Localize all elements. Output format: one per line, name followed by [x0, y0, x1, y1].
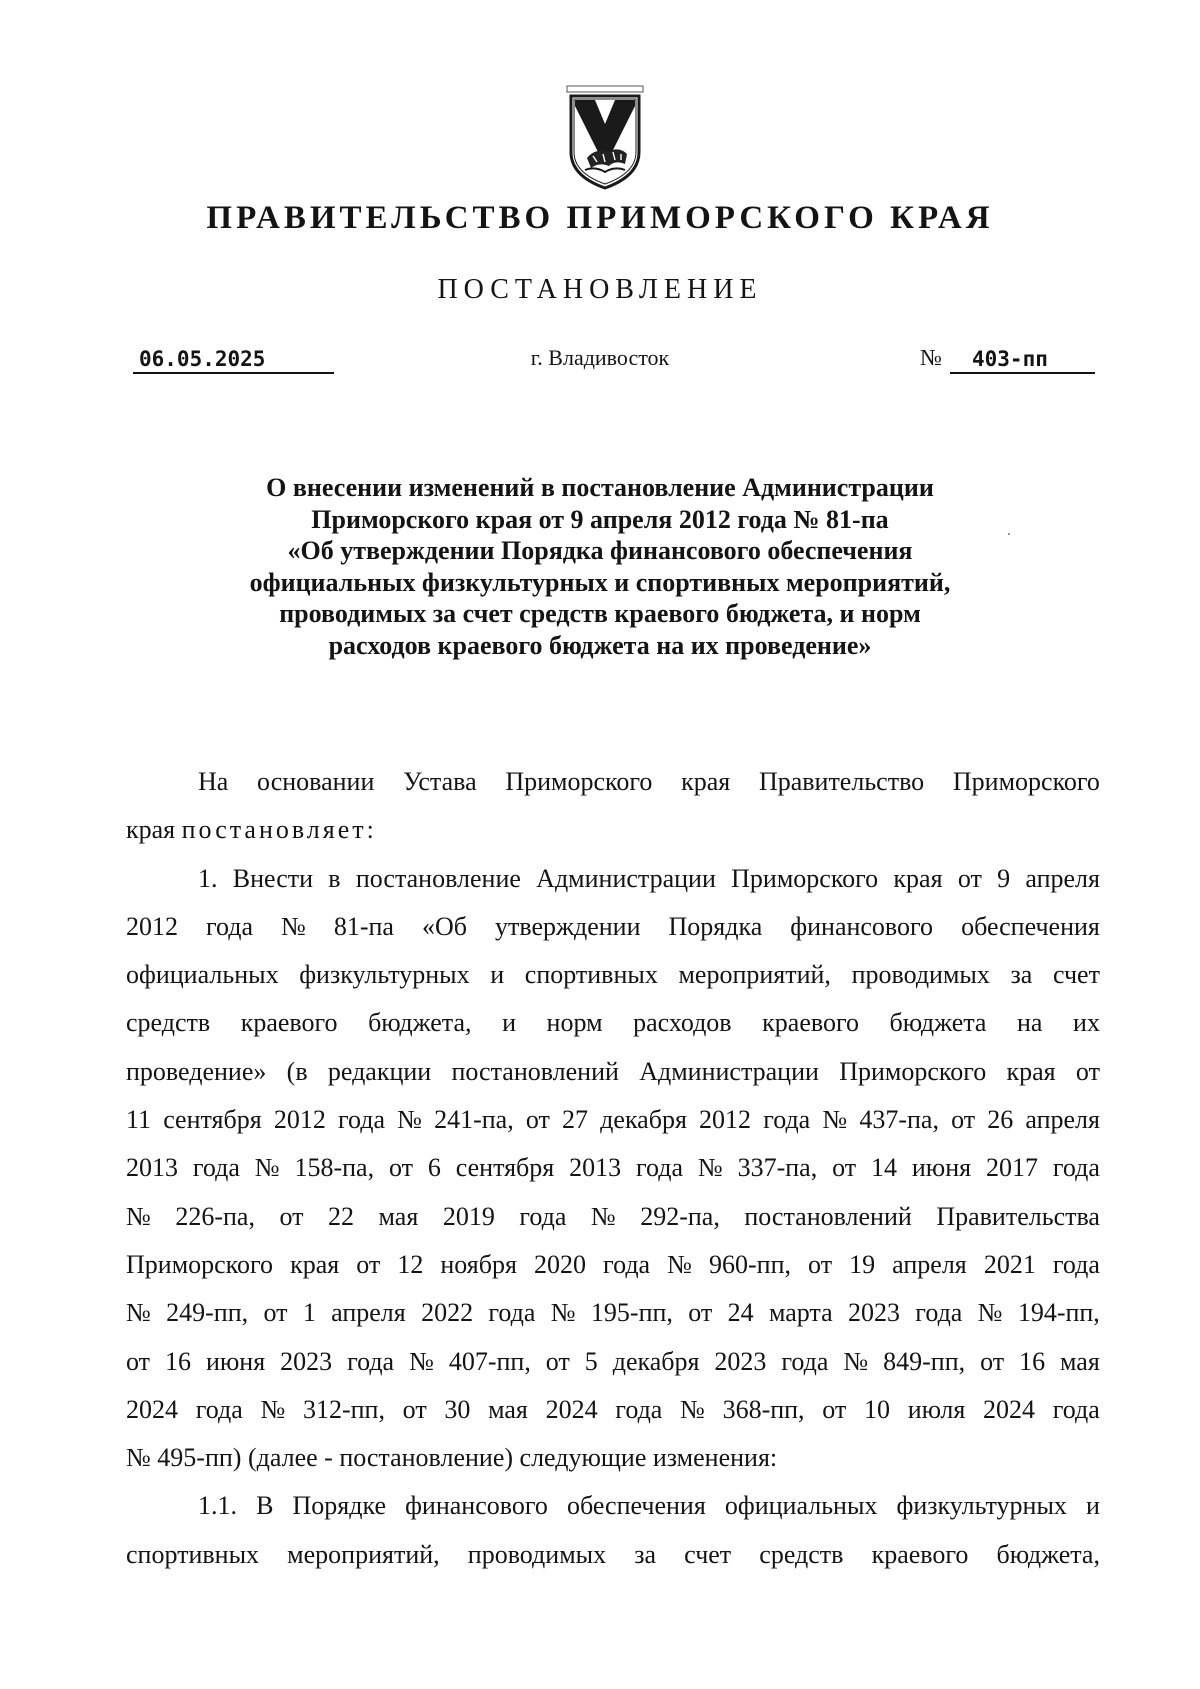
word: проводимых	[851, 960, 990, 990]
word: и	[502, 1008, 516, 1038]
word: мероприятий,	[678, 960, 831, 990]
word: края	[290, 1249, 340, 1279]
word: проводимых	[467, 1539, 607, 1569]
body-line	[126, 1531, 1100, 1579]
word: от	[263, 1298, 288, 1328]
word: за	[1010, 960, 1033, 990]
body-line	[126, 1386, 1100, 1434]
word: Устава	[403, 767, 477, 796]
word: бюджета,	[368, 1008, 472, 1038]
word: расходов	[633, 1008, 732, 1038]
word: 81-па	[333, 911, 394, 941]
word: декабря	[612, 1346, 700, 1376]
body-line: № 495-пп) (далее - постановление) следующие изменения:	[126, 1443, 778, 1473]
document-date: 06.05.2025	[133, 346, 334, 374]
body-line	[126, 1144, 1100, 1192]
word: года	[337, 1105, 385, 1135]
word: обеспечения	[961, 911, 1100, 941]
heading-line: официальных физкультурных и спортивных мероприятий,	[249, 567, 951, 597]
word: проведение»	[126, 1056, 267, 1086]
word: 19	[849, 1249, 876, 1279]
number-sign: №	[920, 345, 942, 370]
word: года	[763, 1105, 811, 1135]
heading-line: расходов краевого бюджета на их проведение»	[328, 630, 872, 660]
word: 30	[444, 1394, 471, 1424]
word: 2012	[699, 1105, 752, 1135]
word: №	[126, 1298, 151, 1328]
word: от	[545, 1346, 570, 1376]
word: Приморского	[839, 1056, 987, 1086]
word: утверждении	[495, 911, 641, 941]
word: края	[893, 863, 943, 893]
word: обеспечения	[566, 1491, 706, 1521]
word: 226-па,	[175, 1201, 255, 1231]
word: 249-пп,	[166, 1298, 249, 1328]
word: от	[688, 1298, 713, 1328]
word: 2024	[126, 1394, 178, 1424]
word: 2017	[985, 1153, 1038, 1183]
word: 2023	[847, 1298, 900, 1328]
word: июня	[911, 1153, 972, 1183]
word: основании	[257, 767, 375, 796]
word: от	[957, 863, 982, 893]
resolution-word: постановляет:	[181, 815, 377, 845]
word: спортивных	[126, 1539, 260, 1569]
word: мая	[1060, 1346, 1100, 1376]
word: счет	[1052, 960, 1100, 990]
body-line	[126, 951, 1100, 999]
word: 9	[997, 863, 1011, 893]
word: постановлений	[451, 1056, 619, 1086]
word: бюджета,	[996, 1539, 1100, 1569]
word: 960-пп,	[709, 1249, 791, 1279]
word: 16	[1019, 1346, 1046, 1376]
word: на	[1017, 1008, 1043, 1038]
word: за	[634, 1539, 657, 1569]
word: от	[388, 1153, 414, 1183]
body-line	[126, 903, 1100, 951]
body-line	[126, 1338, 1100, 1386]
word: №	[680, 1394, 705, 1424]
word: физкультурных	[896, 1491, 1067, 1521]
word: средств	[126, 1008, 211, 1038]
body-line	[126, 1289, 1100, 1337]
word: №	[126, 1201, 151, 1231]
word: апреля	[1025, 1105, 1100, 1135]
word: года	[915, 1298, 963, 1328]
word: года	[1052, 1394, 1100, 1424]
word: «Об	[421, 911, 467, 941]
body-line	[126, 1096, 1100, 1144]
body-line	[126, 758, 1100, 806]
word: 14	[871, 1153, 898, 1183]
word: Порядка	[668, 911, 763, 941]
word: 2024	[545, 1394, 598, 1424]
word: 6	[427, 1153, 441, 1183]
word: №	[281, 911, 306, 941]
word: края	[1006, 1056, 1056, 1086]
word: сентября	[163, 1105, 262, 1135]
word: марта	[768, 1298, 833, 1328]
word: от	[402, 1394, 427, 1424]
word: постановление	[355, 863, 521, 893]
word: Внести	[232, 863, 314, 893]
word: от	[525, 1105, 550, 1135]
word: редакции	[327, 1056, 432, 1086]
word: средств	[759, 1539, 844, 1569]
word: апреля	[331, 1298, 406, 1328]
word: 2019	[442, 1201, 495, 1231]
word: №	[667, 1249, 692, 1279]
word: Порядке	[292, 1491, 386, 1521]
word: года	[195, 1394, 243, 1424]
word: финансового	[405, 1491, 548, 1521]
body-line	[126, 855, 1100, 903]
word: 10	[864, 1394, 890, 1424]
document-heading	[150, 472, 1050, 661]
word: года	[1052, 1153, 1100, 1183]
word: 1	[302, 1298, 316, 1328]
word: ноября	[440, 1249, 517, 1279]
word: Правительства	[936, 1201, 1100, 1231]
word: 12	[397, 1249, 424, 1279]
heading-line: Приморского края от 9 апреля 2012 года № 81-па	[311, 504, 889, 534]
government-title: ПРАВИТЕЛЬСТВО ПРИМОРСКОГО КРАЯ	[206, 200, 994, 236]
word: 195-пп,	[590, 1298, 673, 1328]
word: и	[1086, 1491, 1100, 1521]
body-line	[126, 1241, 1100, 1289]
word: и	[490, 960, 505, 990]
word: 1.	[198, 863, 218, 893]
word: 2013	[126, 1153, 178, 1183]
word: №	[697, 1153, 723, 1183]
word: сентября	[455, 1153, 555, 1183]
word: мая	[378, 1201, 419, 1231]
word: года	[1052, 1249, 1100, 1279]
word: 368-пп,	[722, 1394, 805, 1424]
word: мероприятий,	[287, 1539, 440, 1569]
word: 849-пп,	[883, 1346, 966, 1376]
word: их	[1073, 1008, 1100, 1038]
document-city: г. Владивосток	[530, 345, 670, 370]
word: 2020	[534, 1249, 586, 1279]
word: 158-па,	[294, 1153, 375, 1183]
body-line	[126, 1048, 1100, 1096]
word: от	[832, 1153, 857, 1183]
heading-line: проводимых за счет средств краевого бюджета, и норм	[279, 599, 921, 628]
word: 407-пп,	[448, 1346, 531, 1376]
word: года	[519, 1201, 567, 1231]
word: от	[1075, 1056, 1100, 1086]
word: Приморского	[505, 767, 653, 796]
word: Администрации	[536, 863, 716, 893]
word: 2013	[569, 1153, 622, 1183]
word: 5	[584, 1346, 598, 1376]
word: Приморского	[952, 767, 1100, 796]
word: 1.1.	[198, 1491, 237, 1521]
word: 2022	[421, 1298, 474, 1328]
word: 312-пп,	[302, 1394, 385, 1424]
word: от	[356, 1249, 381, 1279]
word: №	[843, 1346, 869, 1376]
word: 27	[562, 1105, 589, 1135]
word: края	[681, 767, 731, 796]
word: №	[822, 1105, 848, 1135]
word: от	[126, 1346, 151, 1376]
word: краевого	[871, 1539, 969, 1569]
word: 2024	[983, 1394, 1036, 1424]
word: года	[347, 1346, 395, 1376]
word: июля	[907, 1394, 966, 1424]
word: краевого	[762, 1008, 859, 1038]
word: мая	[488, 1394, 528, 1424]
word: бюджета	[889, 1008, 987, 1038]
word: №	[254, 1153, 280, 1183]
body-line	[126, 1193, 1100, 1241]
word: №	[977, 1298, 1003, 1328]
word: №	[260, 1394, 286, 1424]
word: физкультурных	[299, 960, 470, 990]
word: декабря	[600, 1105, 687, 1135]
word: постановлений	[744, 1201, 912, 1231]
word: апреля	[1025, 863, 1100, 893]
word: от	[980, 1346, 1005, 1376]
word: года	[192, 1153, 240, 1183]
word: финансового	[790, 911, 934, 941]
word: 241-па,	[434, 1105, 514, 1135]
word: 2012	[126, 911, 178, 941]
word: 2023	[714, 1346, 767, 1376]
word: 22	[328, 1201, 355, 1231]
word: 194-пп,	[1017, 1298, 1100, 1328]
word: апреля	[892, 1249, 967, 1279]
word: 24	[727, 1298, 754, 1328]
word: года	[488, 1298, 536, 1328]
word: года	[636, 1153, 684, 1183]
word: Приморского	[126, 1249, 274, 1279]
word: счет	[684, 1539, 732, 1569]
word: №	[550, 1298, 576, 1328]
word: официальных	[724, 1491, 878, 1521]
body-line	[126, 999, 1100, 1047]
word: №	[590, 1201, 616, 1231]
word: года	[603, 1249, 651, 1279]
word: 2021	[983, 1249, 1036, 1279]
body-line	[126, 1482, 1100, 1530]
word: №	[409, 1346, 434, 1376]
word: 337-па,	[737, 1153, 818, 1183]
word: В	[256, 1491, 274, 1521]
heading-line: «Об утверждении Порядка финансового обеспечения	[287, 536, 913, 565]
document-body	[126, 758, 1100, 1579]
word: краевого	[240, 1008, 338, 1038]
word: №	[397, 1105, 422, 1135]
word: года	[206, 911, 254, 941]
word: норм	[546, 1008, 603, 1038]
word: спортивных	[524, 960, 658, 990]
word: от	[822, 1394, 847, 1424]
word: 11	[126, 1105, 152, 1135]
word: года	[781, 1346, 829, 1376]
word: 437-па,	[859, 1105, 939, 1135]
word: от	[279, 1201, 304, 1231]
document-type: ПОСТАНОВЛЕНИЕ	[437, 274, 763, 305]
word: 16	[164, 1346, 191, 1376]
word: от	[951, 1105, 976, 1135]
word: в	[328, 863, 341, 893]
word: официальных	[126, 960, 279, 990]
heading-line: О внесении изменений в постановление Администрации	[266, 473, 934, 502]
word: 292-па,	[640, 1201, 720, 1231]
word: года	[615, 1394, 663, 1424]
document-number: 403-пп	[950, 346, 1095, 374]
word: (в	[286, 1056, 308, 1086]
word: На	[198, 767, 229, 796]
coat-of-arms-icon	[565, 80, 645, 192]
word: 2023	[280, 1346, 333, 1376]
word: Приморского	[731, 863, 879, 893]
word: июня	[205, 1346, 266, 1376]
word: 26	[987, 1105, 1014, 1135]
word: Администрации	[639, 1056, 819, 1086]
body-line	[126, 806, 1100, 854]
body-text-span: края	[126, 815, 182, 845]
word: 2012	[273, 1105, 326, 1135]
word: от	[808, 1249, 833, 1279]
word: Правительство	[758, 767, 925, 796]
